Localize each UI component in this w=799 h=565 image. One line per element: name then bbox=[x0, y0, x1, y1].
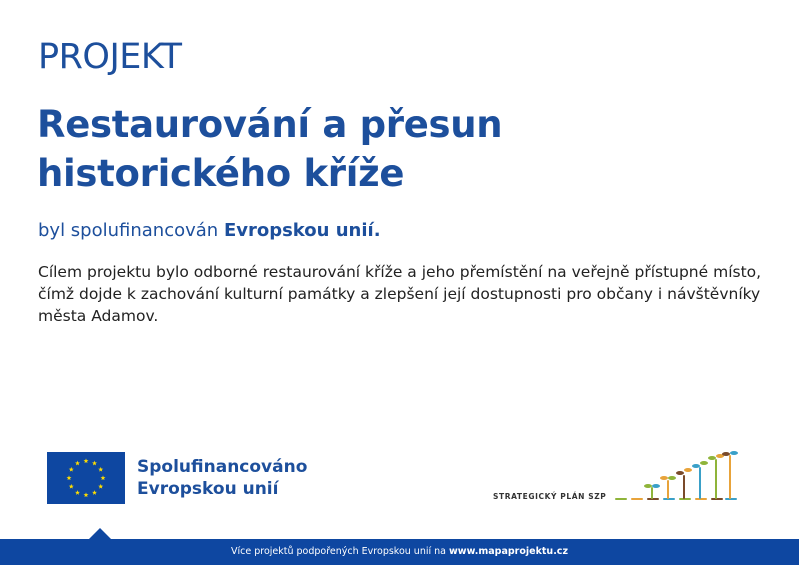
project-title bbox=[37, 100, 502, 198]
footer-bar bbox=[0, 539, 799, 565]
eu-star-icon bbox=[84, 492, 89, 497]
funding-subtitle bbox=[38, 220, 381, 242]
eu-text-line-2: Evropskou unií bbox=[137, 479, 279, 499]
title-line-2: historického kříže bbox=[37, 152, 405, 195]
eu-star-icon bbox=[84, 458, 89, 463]
eu-star-icon bbox=[92, 490, 97, 495]
eu-star-icon bbox=[67, 475, 72, 480]
footer-link[interactable]: www.mapaprojektu.cz bbox=[449, 546, 568, 557]
eu-star-icon bbox=[98, 467, 103, 472]
sprouting-plants-icon bbox=[612, 448, 742, 504]
eu-star-icon bbox=[69, 467, 74, 472]
szp-label: STRATEGICKÝ PLÁN SZP bbox=[493, 492, 607, 501]
project-kicker: PROJEKT bbox=[38, 37, 182, 77]
eu-star-icon bbox=[101, 475, 106, 480]
eu-star-icon bbox=[98, 484, 103, 489]
title-line-1: Restaurování a přesun bbox=[37, 103, 503, 146]
eu-star-icon bbox=[69, 484, 74, 489]
eu-star-icon bbox=[75, 490, 80, 495]
eu-star-icon bbox=[92, 461, 97, 466]
subtitle-bold: Evropskou unií. bbox=[223, 220, 381, 241]
eu-stars-icon bbox=[47, 452, 125, 504]
subtitle-prefix: byl spolufinancován bbox=[38, 220, 224, 241]
eu-cofinanced-text bbox=[137, 456, 307, 500]
eu-text-line-1: Spolufinancováno bbox=[137, 457, 308, 477]
footer-notch bbox=[89, 528, 111, 539]
project-description: Cílem projektu bylo odborné restaurování kříže a jeho přemístění na veřejně přístupné místo, čímž dojde k zachování kulturní památky a zlepšení její dostupnosti pro občany i návštěvníky města Adamov. bbox=[38, 263, 762, 325]
eu-star-icon bbox=[75, 461, 80, 466]
footer-text: Více projektů podpořených Evropskou unií na bbox=[231, 546, 450, 557]
eu-flag-icon bbox=[47, 452, 125, 504]
